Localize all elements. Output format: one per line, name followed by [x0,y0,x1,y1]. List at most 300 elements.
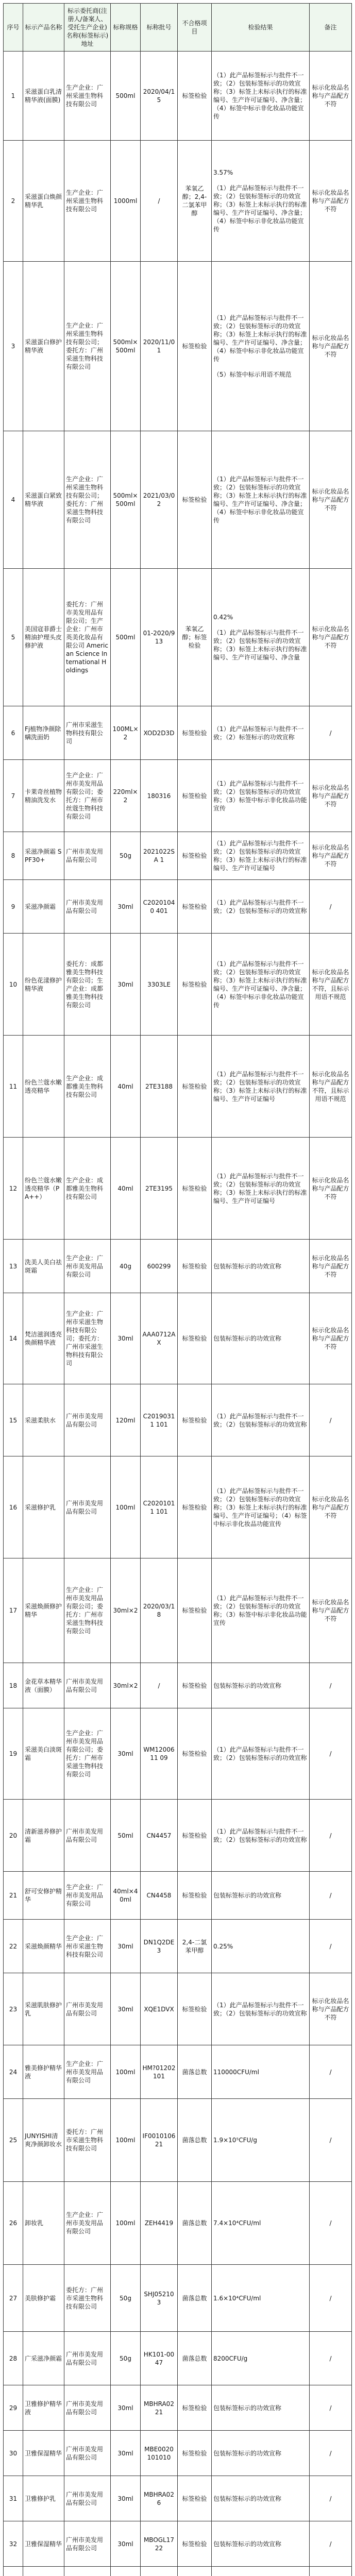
company-name [64,2567,111,2576]
spec-value: 40g [111,1240,141,1293]
company-name: 广州市美发用品有限公司 [64,1456,111,1558]
company-name: 委托方：成都雅美生物科技有限公司；生产企业：成都雅美生物科技有限公司 [64,934,111,1036]
batch-number: WM1200611 09 [141,1708,178,1800]
table-row [4,1800,352,1872]
result-cell [212,2099,310,2182]
row-number: 15 [4,1384,23,1456]
result-cell [212,1384,310,1456]
result-text: 包装标签标示的功效宣称 [213,1682,282,1689]
batch-number: CN4457 [141,1800,178,1872]
product-name: 采滋焕颜精华 [23,1920,64,1973]
table-row [4,1384,352,1456]
note-cell: 标示化妆品名称与产品配方不符 [310,1973,352,2045]
result-cell [212,1872,310,1920]
product-name: 广采滋净颜霜 [23,2332,64,2385]
result-cell [212,1558,310,1663]
result-text: （1）此产品标签标示与批件不一致；（2）包装标签标示的功效宣称；（3）标签上未标示执行的标准编号、生产许可证编号、净含量；（4）标签中标示非化妆品功能宣传 [213,314,307,363]
failed-item: 菌落总数 [178,2332,212,2385]
spec-value: 30ml×2 [111,1663,141,1708]
product-name: 采滋美白淡斑霜 [23,1708,64,1800]
spec-value: 30ml [111,934,141,1036]
spec-value: 100ml [111,2045,141,2099]
batch-number: / [141,141,178,262]
note-cell: / [310,2431,352,2476]
table-row [4,141,352,262]
row-number: 2 [4,141,23,262]
note-cell: / [310,1384,352,1456]
table-row [4,832,352,880]
row-number [4,2567,23,2576]
result-text: （1）此产品标签标示与批件不一致；（2）包装标签标示的功效宣称；（3）标签上未标示执行的标准编号、生产许可证编号；（4）标签中标示非化妆品功能宣传 [213,1487,307,1528]
row-number: 13 [4,1240,23,1293]
failed-item: 标签检验 [178,1293,212,1384]
note-cell: 标示化妆品名称与产品配方不符 [310,262,352,431]
spec-value: 500ml [111,569,141,706]
batch-number: MBE0020 101010 [141,2431,178,2476]
failed-item [178,2567,212,2576]
note-cell: / [310,880,352,934]
product-name: 金花草本精华液（面膜） [23,1663,64,1708]
result-text: 3.57% [213,169,233,176]
product-name: 采滋柔肤水 [23,1384,64,1456]
result-text: 包装标签标示的功效宣称 [213,1892,282,1899]
failed-item: 标签检验 [178,760,212,832]
table-row [4,2045,352,2099]
row-number: 28 [4,2332,23,2385]
company-name: 广州市美发用品有限公司 [64,1973,111,2045]
batch-number: 2020/11/01 [141,262,178,431]
row-number: 9 [4,880,23,934]
spec-value [111,2567,141,2576]
table-row [4,2385,352,2431]
failed-item: 苯氧乙醇；标签检验 [178,569,212,706]
table-row [4,1293,352,1384]
company-name: 广州市美发用品有限公司 [64,832,111,880]
table-row [4,2431,352,2476]
result-text: 7.4×10⁴CFU/ml [213,2219,261,2227]
row-number: 17 [4,1558,23,1663]
spec-value: 100ML×2 [111,706,141,760]
header-cell: 标示产品名称 [23,4,64,52]
spec-value: 1000ml [111,141,141,262]
table-row [4,2182,352,2265]
product-name: 采滋肌肤修护乳 [23,1973,64,2045]
result-cell [212,2476,310,2521]
product-name: 卡莱奇丝植物精油洗发水 [23,760,64,832]
result-text: （1）此产品标签标示与批件不一致；（2）包装标签标示的功效宣称 [213,1746,307,1761]
note-cell: 标示化妆品名称与产品配方不符 [310,569,352,706]
batch-number: 2020/04/15 [141,52,178,141]
company-name: 生产企业：成都雅美生物科技有限公司 [64,1138,111,1240]
failed-item: 标签检验 [178,2431,212,2476]
batch-number: 2020/03/18 [141,1558,178,1663]
table-row [4,262,352,431]
header-cell: 标称批号 [141,4,178,52]
result-cell [212,832,310,880]
result-cell [212,1920,310,1973]
batch-number: IF0010106 21 [141,2099,178,2182]
batch-number: 2021022SA 1 [141,832,178,880]
result-text: 1.6×10⁴CFU/ml [213,2294,261,2302]
result-cell [212,2521,310,2567]
note-cell: 标示化妆品名称与产品配方不符 [310,1456,352,1558]
row-number: 30 [4,2431,23,2476]
batch-number: HK101-0047 [141,2332,178,2385]
result-cell [212,141,310,262]
spec-value: 40ml [111,1036,141,1138]
spec-value: 50g [111,2332,141,2385]
batch-number: C20201011 101 [141,1456,178,1558]
note-cell: / [310,2385,352,2431]
company-name: 生产企业：广州市美发用品有限公司；委托方：广州市采滋生物科技有限公司 [64,1708,111,1800]
company-name: 生产企业：广州市美发用品有限公司；委托方：广州市采滋生物科技有限公司 [64,1558,111,1663]
failed-item: 标签检验 [178,1384,212,1456]
table-row [4,880,352,934]
result-cell [212,2431,310,2476]
header-cell: 标示委托商(注册人/备案人、受托生产企业)名称(标签标示)地址 [64,4,111,52]
note-cell: 标示化妆品名称与产品配方不符 [310,52,352,141]
result-text: （1）此产品标签标示与批件不一致；（2）包装标签标示的功效宣称；（3）标签上未标示执行的标准编号、生产许可证编号 [213,1070,307,1103]
note-cell: / [310,706,352,760]
failed-item: 标签检验 [178,2476,212,2521]
result-text: （1）此产品标签标示与批件不一致；（2）包装标签标示的功效宣称 [213,899,307,914]
result-text: 包装标签标示的功效宣称 [213,2404,282,2412]
failed-item: 标签检验 [178,431,212,569]
spec-value: 120ml [111,1384,141,1456]
result-cell [212,569,310,706]
table-row [4,2265,352,2332]
product-name: 卸妆乳 [23,2182,64,2265]
row-number: 16 [4,1456,23,1558]
result-text: （5）标签中标示用语不规范 [213,371,292,378]
row-number: 4 [4,431,23,569]
result-text: 包装标签标示的功效宣称 [213,2540,282,2548]
row-number: 19 [4,1708,23,1800]
spec-value: 100ml [111,2099,141,2182]
row-number: 20 [4,1800,23,1872]
result-text: （1）此产品标签标示与批件不一致；（2）标签标示的功效宣称 [213,725,304,741]
note-cell [310,2567,352,2576]
result-cell [212,1800,310,1872]
company-name: 委托方：广州市采滋生物科技有限公司 [64,2099,111,2182]
company-name: 生产企业：广州市采滋生物科技有限公司；委托方：广州市采滋生物科技有限公司 [64,1293,111,1384]
result-text: 包装标签标示的功效宣称 [213,2449,282,2457]
table-row [4,1973,352,2045]
product-name: 采滋焕颜修护精华 [23,1558,64,1663]
row-number: 22 [4,1920,23,1973]
batch-number: AAA0712A X [141,1293,178,1384]
table-row [4,1558,352,1663]
product-name: 美国寇菲爵士精油护理头皮修护液 [23,569,64,706]
failed-item: 标签检验 [178,832,212,880]
product-name: 卫雅修护乳 [23,2476,64,2521]
product-name: 采滋蛋白焕颜精华乳 [23,141,64,262]
table-row [4,1456,352,1558]
result-cell [212,1663,310,1708]
row-number: 5 [4,569,23,706]
company-name: 广州市美发用品有限公司 [64,1663,111,1708]
result-text: （1）此产品标签标示与批件不一致；（2）包装标签标示的功效宣称；（3）标签上未标示执行的标准编号、生产许可证编号、净含量；（4）标签中标示非化妆品功能宣传 [213,184,307,233]
result-text: 110000CFU/ml [213,2068,259,2076]
product-name [23,2567,64,2576]
company-name: 生产企业：广州采滋生物科技有限公司 [64,141,111,262]
spec-value: 40ml×40ml [111,1872,141,1920]
row-number: 8 [4,832,23,880]
company-name: 生产企业：广州市美发用品有限公司 [64,2045,111,2099]
failed-item: 标签检验 [178,1708,212,1800]
failed-item: 标签检验 [178,934,212,1036]
product-name: 舒可安修护精华 [23,1872,64,1920]
product-name: 卫雅保湿精华 [23,2431,64,2476]
result-text: （1）此产品标签标示与批件不一致；（2）包装标签标示的功效宣称 [213,2001,307,2017]
note-cell: / [310,2476,352,2521]
table-body [4,52,352,2576]
table-row [4,1663,352,1708]
table-row [4,2521,352,2567]
batch-number: XOD2D3D [141,706,178,760]
spec-value: 500ml×500ml [111,431,141,569]
failed-item: 标签检验 [178,880,212,934]
failed-item: 标签检验 [178,1240,212,1293]
result-cell [212,1973,310,2045]
result-cell [212,262,310,431]
product-name: 纷色兰蔻水嫩透亮精华（PA++） [23,1138,64,1240]
result-cell [212,2567,310,2576]
batch-number: 2TE3188 [141,1036,178,1138]
batch-number: MBHRA02 6 [141,2476,178,2521]
product-name: 采滋修护乳 [23,1456,64,1558]
batch-number: / [141,1663,178,1708]
company-name: 生产企业：广州采滋生物科技有限公司；委托方：广州采滋生物科技有限公司 [64,262,111,431]
note-cell: / [310,1872,352,1920]
spec-value: 30ml×2 [111,1558,141,1663]
note-cell: / [310,2332,352,2385]
failed-item: 标签检验 [178,1036,212,1138]
result-text: （1）此产品标签标示与批件不一致；（2）包装标签标示的功效宣称；（3）标签中标示非化妆品功能宣传 [213,1595,307,1626]
header-cell: 标称规格 [111,4,141,52]
company-name: 生产企业：广州采滋生物科技有限公司；委托方：广州采滋生物科技有限公司 [64,431,111,569]
company-name: 生产企业：广州市美发用品有限公司 [64,1872,111,1920]
note-cell: 标示化妆品名称与产品配方不符，且标示用语不规范 [310,934,352,1036]
note-cell: 标示化妆品名称与产品配方不符 [310,141,352,262]
company-name: 生产企业：成都雅美生物科技有限公司 [64,1036,111,1138]
result-cell [212,880,310,934]
note-cell: / [310,2099,352,2182]
failed-item: 菌落总数 [178,2099,212,2182]
product-name: 美肤修护霜 [23,2265,64,2332]
company-name: 广州市美发用品有限公司 [64,2332,111,2385]
failed-item: 标签检验 [178,1800,212,1872]
spec-value: 30ml [111,1973,141,2045]
failed-item: 菌落总数 [178,2045,212,2099]
table-row [4,1240,352,1293]
result-text: （1）此产品标签标示与批件不一致；（2）包装标签标示的功效宣称 [213,1412,307,1428]
header-cell: 不合格项目 [178,4,212,52]
table-row [4,1036,352,1138]
failed-item: 标签检验 [178,1138,212,1240]
result-cell [212,1456,310,1558]
product-name: 梵洁滋润透亮焕颜精华液 [23,1293,64,1384]
batch-number: ZEH4419 [141,2182,178,2265]
row-number: 23 [4,1973,23,2045]
product-name: 采滋净颜霜 SPF30+ [23,832,64,880]
company-name: 广州市美发用品有限公司 [64,2431,111,2476]
result-cell [212,1036,310,1138]
spec-value: 30ml [111,1293,141,1384]
company-name: 生产企业：广州市美发用品有限公司 [64,2182,111,2265]
table-row [4,934,352,1036]
result-cell [212,2332,310,2385]
row-number: 14 [4,1293,23,1384]
batch-number [141,2567,178,2576]
failed-item: 菌落总数 [178,2182,212,2265]
product-name: 清新滋养修护霜 [23,1800,64,1872]
result-text: 包装标签标示的功效宣称 [213,1335,282,1342]
company-name: 广州市美发用品有限公司 [64,1800,111,1872]
note-cell: / [310,2182,352,2265]
spec-value: 500ml [111,52,141,141]
spec-value: 30ml [111,2476,141,2521]
table-row [4,2099,352,2182]
row-number: 24 [4,2045,23,2099]
result-cell [212,1708,310,1800]
batch-number: 180316 [141,760,178,832]
result-cell [212,2385,310,2431]
header-cell: 备注 [310,4,352,52]
result-text: （1）此产品标签标示与批件不一致；（2）包装标签标示的功效宣称；（3）标签上未标示执行的标准编号、生产许可证编号 [213,1172,307,1205]
row-number: 26 [4,2182,23,2265]
result-text: （1）此产品标签标示与批件不一致；（2）包装标签标示的功效宣称；（3）标签上未标示执行的标准编号、生产许可证编号、净含量 [213,629,307,661]
result-cell [212,934,310,1036]
result-cell [212,2045,310,2099]
row-number: 25 [4,2099,23,2182]
row-number: 31 [4,2476,23,2521]
batch-number: C20190311 101 [141,1384,178,1456]
product-name: 雅美修护精华液 [23,2045,64,2099]
result-text: 0.42% [213,614,233,621]
row-number: 12 [4,1138,23,1240]
product-name: 卫雅保湿精华 [23,2521,64,2567]
company-name: 生产企业：广州市美发用品有限公司 [64,1240,111,1293]
batch-number: 2021/03/02 [141,431,178,569]
batch-number: MBHRA02 21 [141,2385,178,2431]
row-number: 10 [4,934,23,1036]
result-cell [212,760,310,832]
note-cell: 标示化妆品名称与产品配方不符，且标示用语不规范 [310,1036,352,1138]
failed-item: 标签检验 [178,1872,212,1920]
result-cell [212,431,310,569]
result-text: （1）此产品标签标示与批件不一致；（2）包装标签标示的功效宣称；（3）标签中标示非化妆品功能宣传 [213,779,307,812]
note-cell: 标示化妆品名称与产品配方不符 [310,1293,352,1384]
failed-item: 标签检验 [178,1973,212,2045]
table-row [4,706,352,760]
row-number: 3 [4,262,23,431]
spec-value: 30ml [111,2385,141,2431]
inspection-results-sheet [3,3,351,2576]
table-header-row [4,4,352,52]
spec-value: 100ml [111,2182,141,2265]
product-name: Fj植物净颜除螨洗面奶 [23,706,64,760]
spec-value: 30ml [111,2431,141,2476]
note-cell: / [310,2045,352,2099]
product-name: 卫雅修护精华液 [23,2385,64,2431]
table-row [4,1138,352,1240]
result-text: （1）此产品标签标示与批件不一致；（2）包装标签标示的功效宣称；（3）标签上未标示执行的标准编号、生产许可证编号、净含量；（4）标签中标示非化妆品功能宣传 [213,476,307,524]
row-number: 27 [4,2265,23,2332]
failed-item: 标签检验 [178,2385,212,2431]
table-row [4,1872,352,1920]
batch-number: XQE1DVX [141,1973,178,2045]
table-row [4,1920,352,1973]
note-cell: / [310,1800,352,1872]
batch-number: SHJ052103 [141,2265,178,2332]
company-name: 委托方：广州市美发用品有限公司；生产企业：广州市英美化妆品有限公司 American Science International Holdings [64,569,111,706]
product-name: 洗美人美白祛斑霜 [23,1240,64,1293]
company-name: 广州市美发用品有限公司 [64,1384,111,1456]
result-cell [212,2265,310,2332]
product-name: 采滋蛋白修护精华液 [23,262,64,431]
company-name: 广州市美发用品有限公司 [64,2521,111,2567]
spec-value: 50g [111,2265,141,2332]
batch-number: MBOGL17 22 [141,2521,178,2567]
failed-item: 标签检验 [178,706,212,760]
failed-item: 菌落总数 [178,2265,212,2332]
batch-number: 2TE3195 [141,1138,178,1240]
spec-value: 30ml [111,1708,141,1800]
note-cell: 标示化妆品名称与产品配方不符 [310,1558,352,1663]
result-text: 0.25% [213,1942,233,1950]
product-name: 采滋蛋白乳清精华液(面膜) [23,52,64,141]
note-cell: 标示化妆品名称与产品配方不符 [310,431,352,569]
row-number: 32 [4,2521,23,2567]
failed-item: 标签检验 [178,1558,212,1663]
row-number: 29 [4,2385,23,2431]
result-text: （1）此产品标签标示与批件不一致；（2）包装标签标示的功效宣称；（3）标签上未标示执行的标准编号、生产许可证编号、净含量；（4）标签中标示非化妆品功能宣传 [213,72,307,120]
spec-value: 100ml [111,1456,141,1558]
note-cell: 标示化妆品名称与产品配方不符 [310,832,352,880]
spec-value: 30ml [111,880,141,934]
result-text: （1）此产品标签标示与批件不一致；（2）包装标签标示的功效宣称；（3）标签上未标示执行的标准编号、生产许可证编号 [213,840,307,872]
failed-item: 2,4-二氯苯甲醇 [178,1920,212,1973]
batch-number: CN4458 [141,1872,178,1920]
note-cell: 标示化妆品名称与产品配方不符 [310,760,352,832]
company-name: 生产企业：广州采滋生物科技有限公司 [64,52,111,141]
product-name: 纷色花漾修护精华液 [23,934,64,1036]
product-name: 纷色兰蔻水嫩透亮精华 [23,1036,64,1138]
failed-item: 标签检验 [178,2521,212,2567]
result-cell [212,2182,310,2265]
batch-number: DN1Q2DE 3 [141,1920,178,1973]
table-row [4,569,352,706]
result-text: 包装标签标示的功效宣称 [213,1262,282,1270]
spec-value: 30ml [111,2521,141,2567]
company-name: 广州市美发用品有限公司 [64,2476,111,2521]
result-text: （1）此产品标签标示与批件不一致；（2）包装标签标示的功效宣称 [213,1827,307,1843]
note-cell: 标示化妆品名称与产品配方不符 [310,1240,352,1293]
table-row [4,52,352,141]
table-row [4,2476,352,2521]
result-cell [212,706,310,760]
company-name: 广州市采滋生物科技有限公司 [64,706,111,760]
result-cell [212,52,310,141]
batch-number: C20201040 401 [141,880,178,934]
product-name: 采滋蛋白紧致精华液 [23,431,64,569]
result-text: 包装标签标示的功效宣称 [213,2495,282,2502]
note-cell: / [310,2265,352,2332]
header-cell: 检验结果 [212,4,310,52]
note-cell: / [310,1663,352,1708]
spec-value: 220ml×2 [111,760,141,832]
